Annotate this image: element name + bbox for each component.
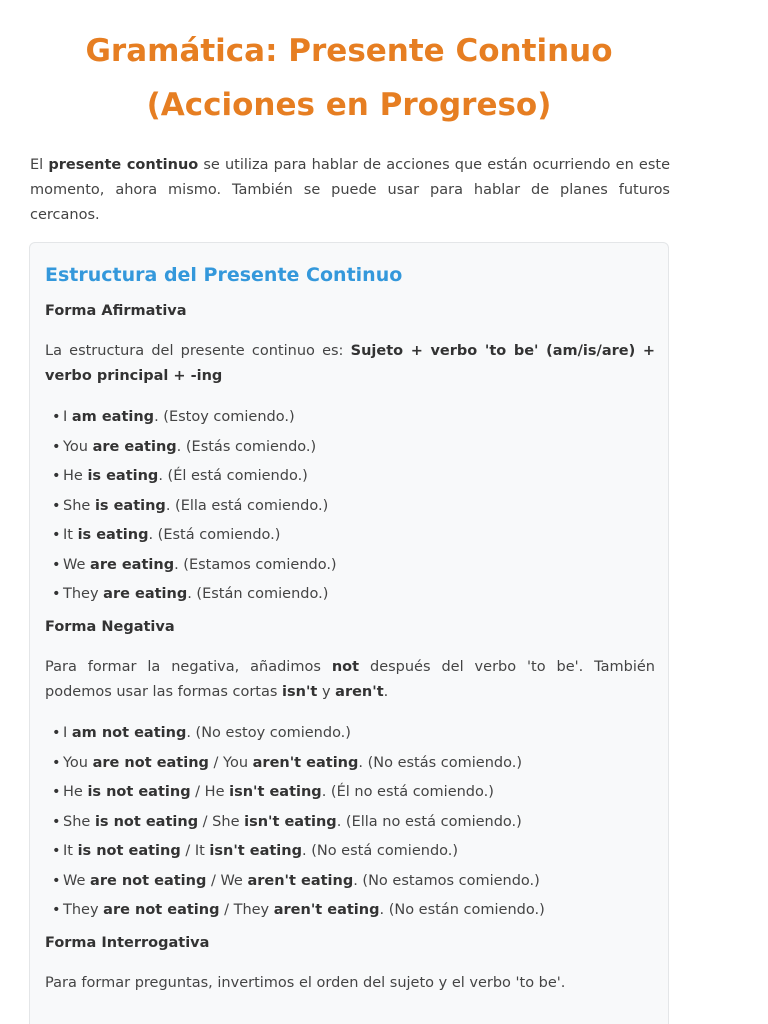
intro-paragraph xyxy=(30,153,670,228)
bullet: • xyxy=(52,813,61,830)
negative-description xyxy=(45,655,655,705)
verb-phrase: are eating xyxy=(90,556,175,573)
interrogative-description: Para formar preguntas, invertimos el orden del sujeto y el verbo 'to be'. xyxy=(45,975,566,991)
verb-phrase: is eating xyxy=(87,468,159,484)
verb-phrase: are not eating xyxy=(92,754,209,771)
intro-bold-term: presente continuo xyxy=(48,157,199,173)
affirmative-item xyxy=(52,462,337,492)
negative-item xyxy=(52,749,545,779)
subject: He xyxy=(63,784,88,800)
translation: . (No está comiendo.) xyxy=(301,843,459,859)
subject: They xyxy=(63,586,104,602)
negative-desc-text: y xyxy=(317,684,336,700)
structure-card xyxy=(29,242,669,1024)
subject: It xyxy=(63,527,78,543)
affirmative-heading: Forma Afirmativa xyxy=(45,303,187,319)
translation: . (Estamos comiendo.) xyxy=(174,556,337,573)
separator: / He xyxy=(190,784,230,800)
translation: . (Él no está comiendo.) xyxy=(321,784,494,800)
negative-desc-text: Para formar la negativa, añadimos xyxy=(45,659,332,675)
affirmative-item xyxy=(52,580,337,610)
subject: It xyxy=(63,843,78,859)
structure-title: Estructura del Presente Continuo xyxy=(45,264,403,286)
bullet: • xyxy=(52,468,61,484)
separator: / They xyxy=(219,902,274,918)
translation: . (Él está comiendo.) xyxy=(158,468,308,484)
separator: / We xyxy=(206,872,248,889)
short-form: isn't eating xyxy=(209,843,302,859)
translation: . (Ella está comiendo.) xyxy=(165,497,329,514)
bullet: • xyxy=(52,586,61,602)
subject: We xyxy=(63,872,91,889)
negative-heading: Forma Negativa xyxy=(45,619,175,635)
verb-phrase: are eating xyxy=(103,586,188,602)
intro-text-start: El xyxy=(30,157,49,173)
bullet: • xyxy=(52,409,61,425)
verb-phrase: is not eating xyxy=(77,843,181,859)
subject: We xyxy=(63,556,91,573)
page-title-line-1: Gramática: Presente Continuo xyxy=(85,33,613,69)
translation: . (Ella no está comiendo.) xyxy=(336,813,522,830)
bullet: • xyxy=(52,754,61,771)
bullet: • xyxy=(52,725,61,741)
translation: . (Estás comiendo.) xyxy=(176,438,317,455)
negative-item xyxy=(52,867,545,897)
bullet: • xyxy=(52,872,61,889)
affirmative-item xyxy=(52,521,337,551)
verb-phrase: are not eating xyxy=(90,872,207,889)
subject: She xyxy=(63,813,95,830)
affirmative-item xyxy=(52,433,337,463)
subject: He xyxy=(63,468,88,484)
bullet: • xyxy=(52,902,61,918)
verb-phrase: are eating xyxy=(92,438,177,455)
translation: . (Está comiendo.) xyxy=(148,527,281,543)
short-form: aren't eating xyxy=(273,902,380,918)
translation: . (Están comiendo.) xyxy=(187,586,329,602)
verb-phrase: is not eating xyxy=(87,784,191,800)
negative-not-keyword: not xyxy=(331,659,360,675)
translation: . (No estás comiendo.) xyxy=(358,754,522,771)
bullet: • xyxy=(52,438,61,455)
verb-phrase: am not eating xyxy=(71,725,187,741)
affirmative-formula: Sujeto + verbo 'to be' (am/is/are) + verbo principal + -ing xyxy=(45,343,655,384)
affirmative-desc-text: La estructura del presente continuo es: xyxy=(45,343,351,359)
negative-desc-text: . xyxy=(383,684,389,700)
negative-item xyxy=(52,896,545,926)
negative-item xyxy=(52,808,545,838)
bullet: • xyxy=(52,527,61,543)
bullet: • xyxy=(52,556,61,573)
subject: I xyxy=(63,409,72,425)
page-title-line-2: (Acciones en Progreso) xyxy=(146,87,552,123)
verb-phrase: is not eating xyxy=(94,813,199,830)
affirmative-list xyxy=(52,403,337,610)
subject: I xyxy=(63,725,72,741)
translation: . (No estamos comiendo.) xyxy=(353,872,540,889)
bullet: • xyxy=(52,784,61,800)
verb-phrase: is eating xyxy=(77,527,149,543)
affirmative-item xyxy=(52,403,337,433)
negative-arent-keyword: aren't xyxy=(335,684,384,700)
subject: She xyxy=(63,497,95,514)
bullet: • xyxy=(52,843,61,859)
negative-item xyxy=(52,719,545,749)
negative-list xyxy=(52,719,545,926)
negative-desc-text: después del verbo 'to be'. También podemos usar las formas cortas xyxy=(45,659,655,700)
affirmative-item xyxy=(52,492,337,522)
negative-isnt-keyword: isn't xyxy=(282,684,318,700)
subject: They xyxy=(63,902,104,918)
negative-item xyxy=(52,837,545,867)
subject: You xyxy=(63,754,93,771)
subject: You xyxy=(63,438,93,455)
separator: / It xyxy=(180,843,210,859)
separator: / You xyxy=(208,754,253,771)
short-form: aren't eating xyxy=(247,872,354,889)
negative-item xyxy=(52,778,545,808)
verb-phrase: are not eating xyxy=(103,902,220,918)
bullet: • xyxy=(52,497,61,514)
affirmative-item xyxy=(52,551,337,581)
translation: . (No estoy comiendo.) xyxy=(186,725,351,741)
translation: . (Estoy comiendo.) xyxy=(154,409,295,425)
page-title xyxy=(0,24,698,132)
translation: . (No están comiendo.) xyxy=(379,902,545,918)
verb-phrase: am eating xyxy=(71,409,155,425)
short-form: isn't eating xyxy=(229,784,322,800)
separator: / She xyxy=(198,813,245,830)
short-form: isn't eating xyxy=(244,813,337,830)
interrogative-heading: Forma Interrogativa xyxy=(45,935,210,951)
short-form: aren't eating xyxy=(252,754,359,771)
intro-text-rest: se utiliza para hablar de acciones que están ocurriendo en este momento, ahora mismo. También se puede usar para hablar de planes futuros cercanos. xyxy=(30,157,670,223)
affirmative-description xyxy=(45,339,655,389)
verb-phrase: is eating xyxy=(94,497,166,514)
